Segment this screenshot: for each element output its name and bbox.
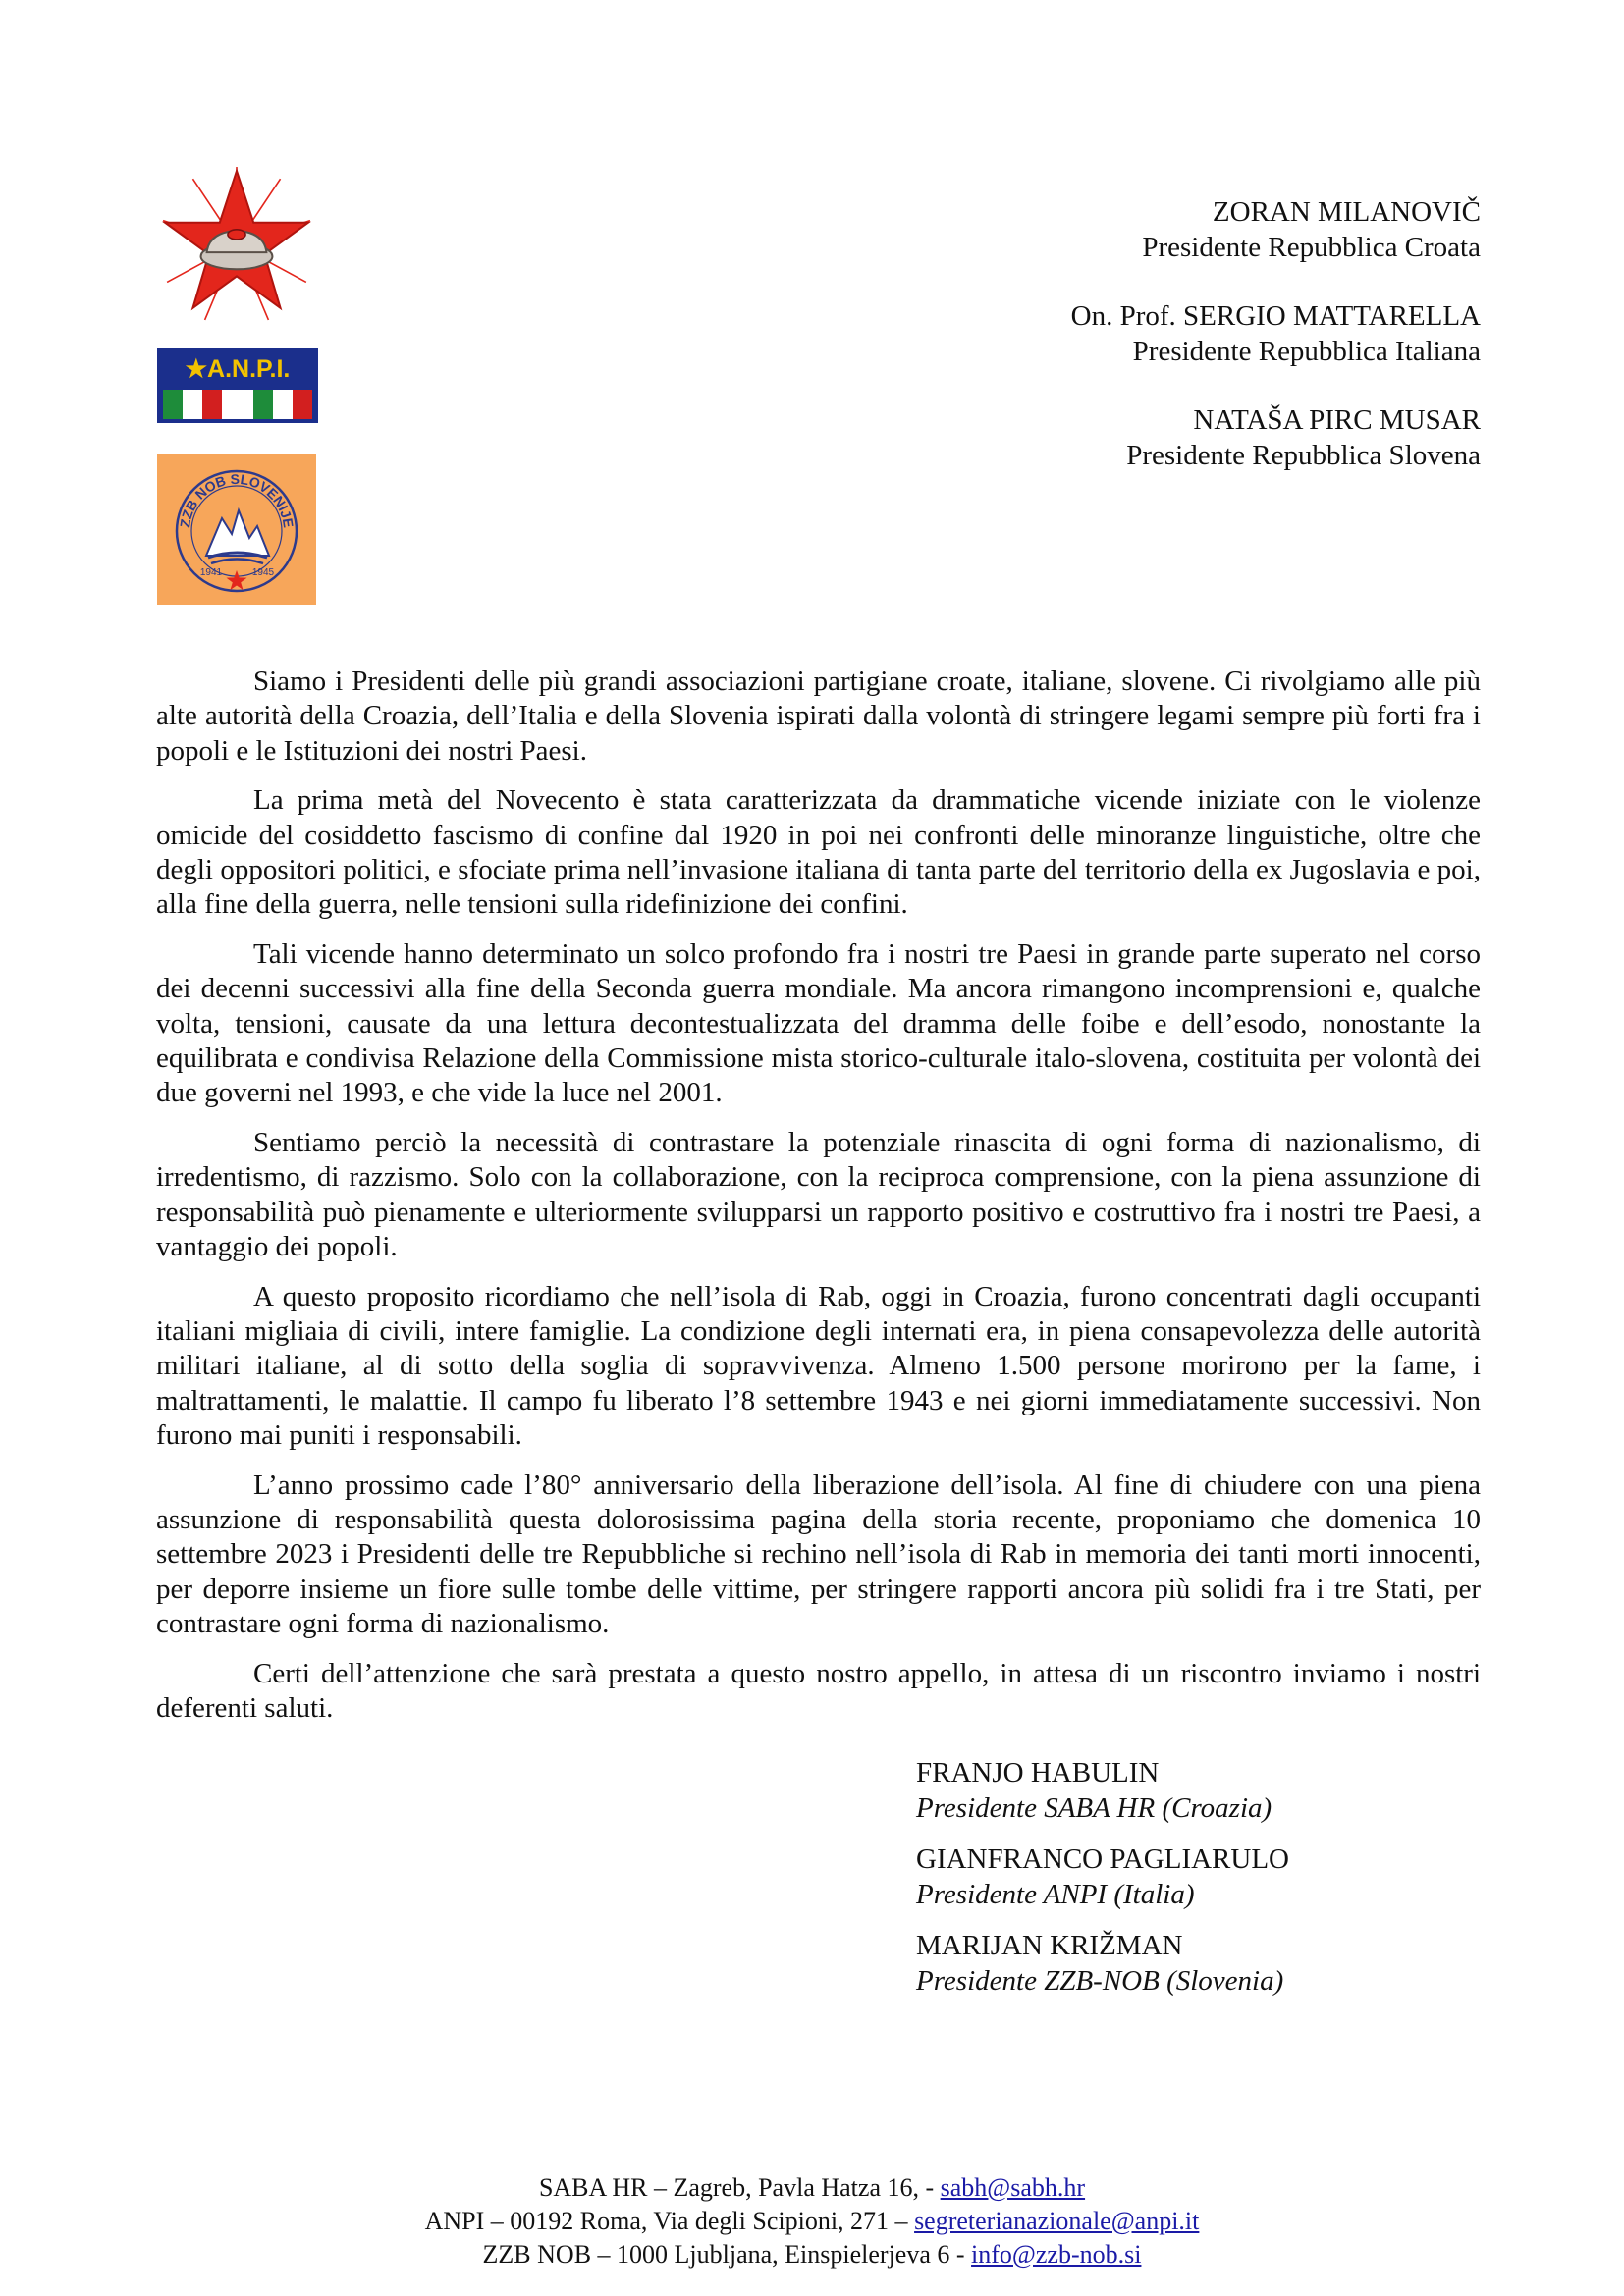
recipient <box>884 194 1481 265</box>
zzb-nob-slovenije-logo <box>157 454 316 605</box>
body-paragraph: A questo proposito ricordiamo che nell’isola di Rab, oggi in Croazia, furono concentrati dagli occupanti italiani migliaia di civili, intere famiglie. La condizione degli internati era, in piena consapevolezza delle autorità militari italiane, al di sotto della soglia di sopravvivenza. Almeno 1.500 persone morirono per la fame, i maltrattamenti, le malattie. Il campo fu liberato l’8 settembre 1943 e nei giorni immediatamente successivi. Non furono mai puniti i responsabili. <box>156 1280 1481 1452</box>
signatory-title: Presidente ZZB-NOB (Slovenia) <box>916 1965 1284 1997</box>
signatory-title: Presidente SABA HR (Croazia) <box>916 1792 1272 1824</box>
signatory <box>916 1755 1289 1826</box>
signatory-title: Presidente ANPI (Italia) <box>916 1879 1195 1910</box>
recipient-name: NATAŠA PIRC MUSAR <box>1193 404 1481 436</box>
anpi-logo <box>157 348 318 423</box>
letter-body <box>156 665 1481 1740</box>
footer-address: ANPI – 00192 Roma, Via degli Scipioni, 271 – <box>424 2207 915 2235</box>
recipient-name: On. Prof. SERGIO MATTARELLA <box>1070 300 1481 332</box>
zzb-year-left: 1941 <box>199 567 223 578</box>
recipient-title: Presidente Repubblica Slovena <box>1126 440 1481 471</box>
signatory <box>916 1928 1289 1999</box>
footer-line-saba <box>0 2171 1624 2205</box>
body-paragraph: Sentiamo perciò la necessità di contrastare la potenziale rinascita di ogni forma di nazionalismo, di irredentismo, di razzismo. Solo con la collaborazione, con la reciproca comprensione, con la piena assunzione di responsabilità può pienamente e ulteriormente svilupparsi un rapporto positivo e costruttivo fra i nostri tre Paesi, a vantaggio dei popoli. <box>156 1126 1481 1263</box>
email-link-zzb[interactable]: info@zzb-nob.si <box>971 2240 1142 2269</box>
signatory <box>916 1842 1289 1912</box>
email-link-saba[interactable]: sabh@sabh.hr <box>940 2173 1086 2202</box>
recipient-title: Presidente Repubblica Croata <box>1142 232 1481 263</box>
footer-address: SABA HR – Zagreb, Pavla Hatza 16, - <box>538 2173 941 2202</box>
footer-line-zzb <box>0 2238 1624 2271</box>
email-link-anpi[interactable]: segreterianazionale@anpi.it <box>914 2207 1200 2235</box>
recipient-title: Presidente Repubblica Italiana <box>1132 336 1481 367</box>
body-paragraph: Certi dell’attenzione che sarà prestata a questo nostro appello, in attesa di un riscontro inviamo i nostri deferenti saluti. <box>156 1657 1481 1724</box>
zzb-ring-text: ZZB NOB SLOVENIJE <box>177 470 297 529</box>
body-paragraph: Siamo i Presidenti delle più grandi associazioni partigiane croate, italiane, slovene. Ci rivolgiamo alle più alte autorità della Croazia, dell’Italia e della Slovenia ispirati dalla volontà di stringere legami sempre più forti fra i popoli e le Istituzioni dei nostri Paesi. <box>156 666 1481 767</box>
recipient <box>884 402 1481 473</box>
recipients-block <box>884 194 1481 507</box>
footer-addresses <box>0 2171 1624 2271</box>
anpi-logo-text: ★A.N.P.I. <box>185 355 291 383</box>
signatory-name: MARIJAN KRIŽMAN <box>916 1930 1183 1961</box>
italian-flag-stripes <box>163 390 312 419</box>
footer-line-anpi <box>0 2205 1624 2238</box>
signatory-name: FRANJO HABULIN <box>916 1757 1160 1789</box>
footer-address: ZZB NOB – 1000 Ljubljana, Einspielerjeva 6 - <box>482 2240 972 2269</box>
body-paragraph: L’anno prossimo cade l’80° anniversario della liberazione dell’isola. Al fine di chiudere con una piena assunzione di responsabilità questa dolorosissima pagina della storia recente, proponiamo che domenica 10 settembre 2023 i Presidenti delle tre Repubbliche si rechino nell’isola di Rab in memoria dei tanti morti innocenti, per deporre insieme un fiore sulle tombe delle vittime, per stringere rapporti ancora più solidi fra i tre Stati, per contrastare ogni forma di nazionalismo. <box>156 1468 1481 1640</box>
body-paragraph: La prima metà del Novecento è stata caratterizzata da drammatiche vicende iniziate con le violenze omicide del cosiddetto fascismo di confine dal 1920 in poi nei confronti delle minoranze linguistiche, oltre che degli oppositori politici, e sfociate prima nell’invasione italiana di tanta parte del territorio della ex Jugoslavia e poi, alla fine della guerra, nelle tensioni sulla ridefinizione dei confini. <box>156 784 1481 921</box>
saba-red-star-logo <box>157 165 316 324</box>
body-paragraph: Tali vicende hanno determinato un solco profondo fra i nostri tre Paesi in grande parte superato nel corso dei decenni successivi alla fine della Seconda guerra mondiale. Ma ancora rimangono incomprensioni e, qualche volta, tensioni, causate da una lettura decontestualizzata del dramma delle foibe e dell’esodo, nonostante la equilibrata e condivisa Relazione della Commissione mista storico-culturale italo-slovena, costituita per volontà dei due governi nel 1993, e che vide la luce nel 2001. <box>156 937 1481 1109</box>
recipient <box>884 298 1481 369</box>
zzb-year-right: 1945 <box>251 567 275 578</box>
signatures-block <box>916 1755 1289 2014</box>
recipient-name: ZORAN MILANOVIČ <box>1212 196 1481 228</box>
signatory-name: GIANFRANCO PAGLIARULO <box>916 1843 1289 1875</box>
